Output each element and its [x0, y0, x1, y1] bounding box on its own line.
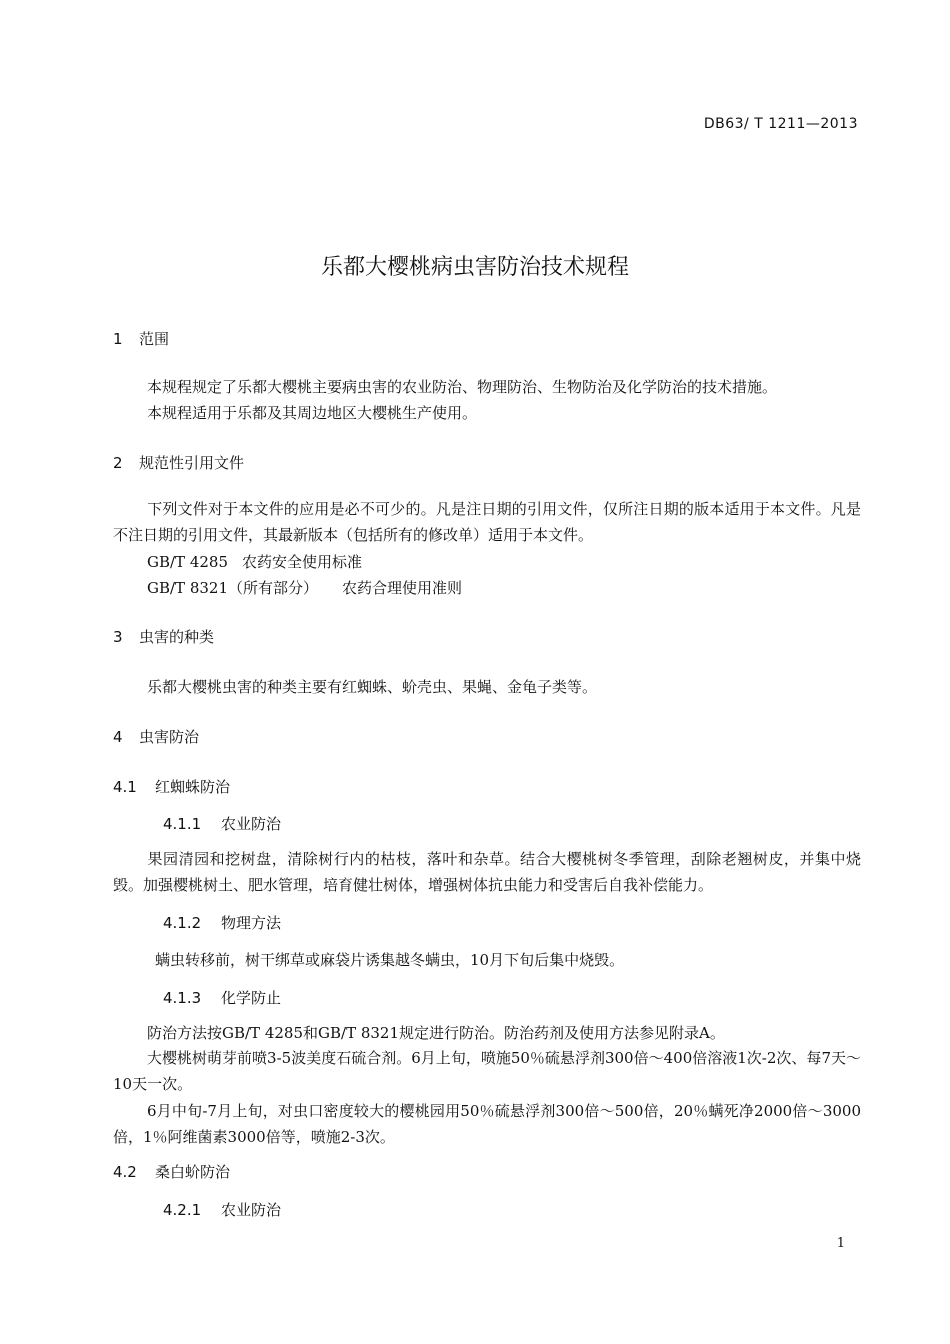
section-number: 4	[113, 728, 123, 746]
section-number: 1	[113, 330, 123, 348]
paragraph	[113, 1098, 861, 1150]
subsection-4-1-1-heading	[163, 813, 281, 834]
section-title: 规范性引用文件	[139, 454, 245, 472]
section-3-heading	[113, 626, 214, 647]
page-number: 1	[836, 1236, 845, 1251]
document-title: 乐都大樱桃病虫害防治技术规程	[320, 255, 629, 280]
paragraph-text: 大樱桃树萌芽前喷3-5波美度石硫合剂。6月上旬，喷施50％硫悬浮剂300倍～400倍溶液1次-2次、每7天～10天一次。	[113, 1049, 861, 1093]
paragraph: 本规程适用于乐都及其周边地区大樱桃生产使用。	[147, 404, 478, 422]
section-number: 4.2	[113, 1163, 137, 1181]
section-title: 红蜘蛛防治	[155, 778, 231, 796]
section-title: 物理方法	[221, 914, 282, 932]
paragraph: 本规程规定了乐都大樱桃主要病虫害的农业防治、物理防治、生物防治及化学防治的技术措施。	[147, 378, 778, 396]
reference-item	[147, 577, 462, 598]
reference-code: GB/T 8321（所有部分）	[147, 579, 319, 597]
reference-title: 农药安全使用标准	[242, 553, 363, 571]
paragraph	[113, 846, 861, 898]
section-1-heading	[113, 328, 169, 349]
section-title: 化学防止	[221, 989, 282, 1007]
paragraph: 螨虫转移前，树干绑草或麻袋片诱集越冬螨虫，10月下旬后集中烧毁。	[155, 951, 625, 969]
section-number: 4.1.2	[163, 914, 202, 932]
subsection-4-1-heading	[113, 776, 230, 797]
section-number: 4.1	[113, 778, 137, 796]
paragraph	[113, 1045, 861, 1097]
section-title: 虫害的种类	[139, 628, 215, 646]
reference-title: 农药合理使用准则	[342, 579, 463, 597]
section-number: 3	[113, 628, 123, 646]
section-number: 4.2.1	[163, 1201, 202, 1219]
paragraph-text: 6月中旬-7月上旬，对虫口密度较大的樱桃园用50％硫悬浮剂300倍～500倍，20％螨死净2000倍～3000倍，1％阿维菌素3000倍等，喷施2-3次。	[113, 1102, 861, 1146]
subsection-4-1-3-heading	[163, 987, 281, 1008]
subsection-4-2-heading	[113, 1161, 230, 1182]
section-number: 2	[113, 454, 123, 472]
section-title: 虫害防治	[139, 728, 200, 746]
paragraph-text: 下列文件对于本文件的应用是必不可少的。凡是注日期的引用文件，仅所注日期的版本适用于本文件。凡是不注日期的引用文件，其最新版本（包括所有的修改单）适用于本文件。	[113, 500, 861, 544]
paragraph: 乐都大樱桃虫害的种类主要有红蜘蛛、蚧壳虫、果蝇、金龟子类等。	[147, 678, 598, 696]
reference-item	[147, 551, 362, 572]
section-title: 农业防治	[221, 1201, 282, 1219]
section-2-heading	[113, 452, 244, 473]
section-number: 4.1.1	[163, 815, 202, 833]
section-title: 桑白蚧防治	[155, 1163, 231, 1181]
doc-number: DB63/ T 1211—2013	[703, 116, 858, 132]
section-title: 范围	[139, 330, 170, 348]
paragraph	[113, 496, 861, 548]
subsection-4-2-1-heading	[163, 1199, 281, 1220]
subsection-4-1-2-heading	[163, 912, 281, 933]
section-4-heading	[113, 726, 199, 747]
section-number: 4.1.3	[163, 989, 202, 1007]
reference-code: GB/T 4285	[147, 553, 229, 571]
paragraph-text: 果园清园和挖树盘，清除树行内的枯枝，落叶和杂草。结合大樱桃树冬季管理，刮除老翘树皮，并集中烧毁。加强樱桃树土、肥水管理，培育健壮树体，增强树体抗虫能力和受害后自我补偿能力。	[113, 850, 861, 894]
section-title: 农业防治	[221, 815, 282, 833]
paragraph: 防治方法按GB/T 4285和GB/T 8321规定进行防治。防治药剂及使用方法参见附录A。	[147, 1024, 725, 1042]
